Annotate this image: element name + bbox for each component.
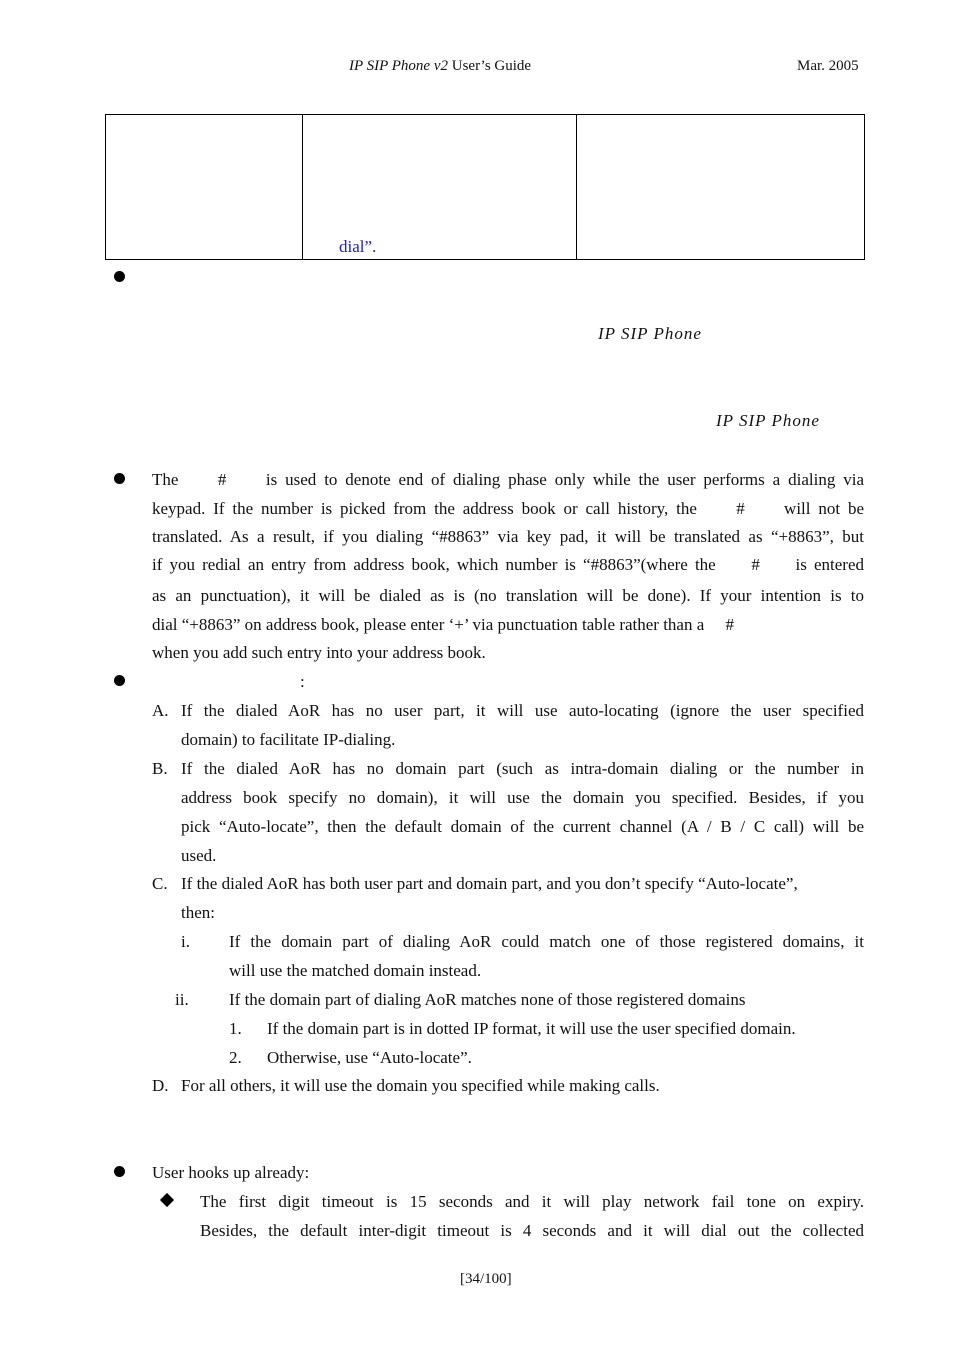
page-number: [34/100] [460,1271,512,1287]
list-item-text: If the dialed AoR has both user part and domain part, and you don’t specify “Auto-locate”, [181,874,798,893]
list-marker: A. [152,701,169,720]
list-item-text: Otherwise, use “Auto-locate”. [267,1048,472,1067]
bullet-icon [114,473,125,484]
hash-para-line: when you add such entry into your address book. [152,643,486,662]
list-marker: 2. [229,1048,242,1067]
list-item-text: address book specify no domain), it will use the domain you specified. Besides, if you [181,788,864,807]
colon-text: : [300,672,305,691]
table-cell [106,115,303,260]
list-item-text: will use the matched domain instead. [229,961,482,980]
feature-table [105,114,865,260]
table-row [106,115,865,260]
hash-para-line: The # is used to denote end of dialing phase only while the user performs a dialing via [152,470,864,489]
bullet-icon [114,675,125,686]
header-title-italic: IP SIP Phone v2 [349,58,449,74]
hash-para-line: translated. As a result, if you dialing “#8863” via key pad, it will be translated as “+8863”, but [152,527,864,546]
list-item-text: pick “Auto-locate”, then the default domain of the current channel (A / B / C call) will be [181,817,864,836]
list-item-text: then: [181,903,215,922]
bullet-icon [114,271,125,282]
hash-para-line: keypad. If the number is picked from the address book or call history, the # will not be [152,499,864,518]
list-item-text: If the domain part of dialing AoR could match one of those registered domains, it [229,932,864,951]
header-title-rest: User’s Guide [448,58,532,74]
bullet-icon [114,1166,125,1177]
list-marker: 1. [229,1019,242,1038]
hash-para-line: as an punctuation), it will be dialed as is (no translation will be done). If your intention is to [152,586,864,605]
table-cell [577,115,865,260]
diamond-bullet-icon [160,1193,174,1207]
hash-para-line: dial “+8863” on address book, please enter ‘+’ via punctuation table rather than a # [152,615,735,634]
hook-label: User hooks up already: [152,1163,310,1182]
hook-text-line: The first digit timeout is 15 seconds and it will play network fail tone on expiry. [200,1192,864,1211]
list-item-text: If the dialed AoR has no user part, it will use auto-locating (ignore the user specified [181,701,864,720]
list-marker: ii. [175,990,189,1009]
hook-text-line: Besides, the default inter-digit timeout is 4 seconds and it will dial out the collected [200,1221,864,1240]
header-date: Mar. 2005 [797,58,859,74]
list-item-text: domain) to facilitate IP-dialing. [181,730,396,749]
list-marker: i. [181,932,190,951]
list-item-text: If the dialed AoR has no domain part (such as intra-domain dialing or the number in [181,759,864,778]
phone-label: IP SIP Phone [598,324,702,343]
list-marker: B. [152,759,168,778]
header-title [349,58,531,75]
list-item-text: If the domain part of dialing AoR matches none of those registered domains [229,990,746,1009]
list-item-text: For all others, it will use the domain you specified while making calls. [181,1076,660,1095]
phone-label: IP SIP Phone [716,411,820,430]
list-marker: C. [152,874,168,893]
table-cell-text: dial”. [339,237,377,256]
list-marker: D. [152,1076,169,1095]
list-item-text: used. [181,846,217,865]
list-item-text: If the domain part is in dotted IP format, it will use the user specified domain. [267,1019,796,1038]
hash-para-line: if you redial an entry from address book, which number is “#8863”(where the # is entered [152,555,864,574]
table-cell [303,115,577,260]
